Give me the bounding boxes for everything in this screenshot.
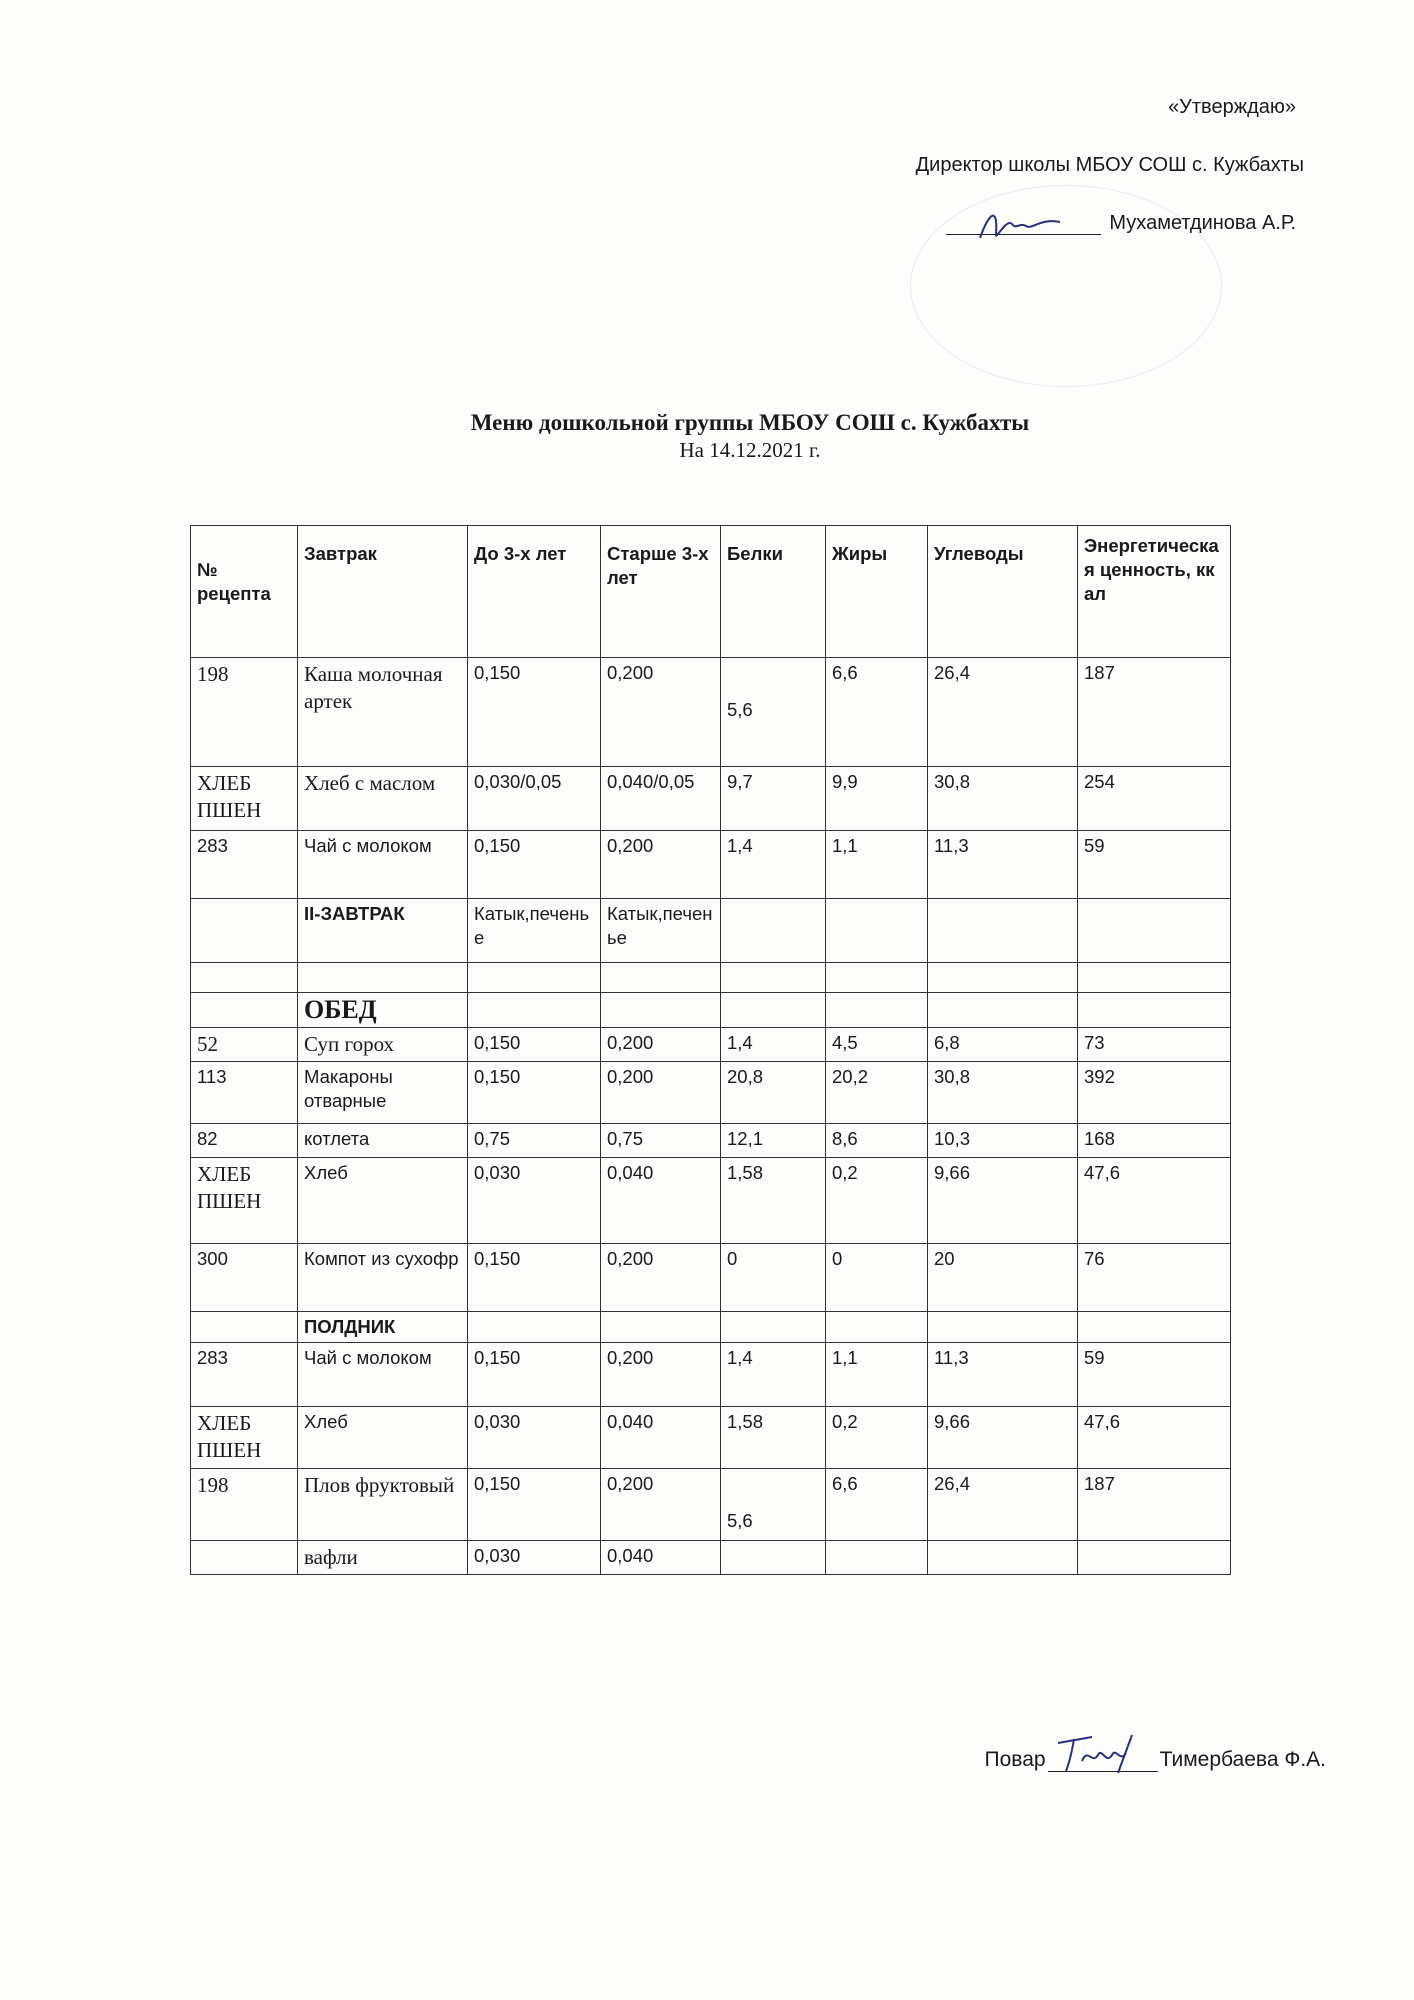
- cell-protein: 1,58: [721, 1158, 826, 1244]
- cell-protein: 12,1: [721, 1124, 826, 1158]
- table-row: [191, 767, 1231, 831]
- table-row: [191, 1541, 1231, 1575]
- cell-fat: 9,9: [826, 767, 928, 831]
- table-row: [191, 1343, 1231, 1407]
- cell-recipe: [191, 993, 298, 1028]
- cell-recipe: ХЛЕБ ПШЕН: [191, 1407, 298, 1469]
- cell-protein: [721, 1312, 826, 1343]
- table-row: [191, 899, 1231, 963]
- cell-carbs: 20: [928, 1244, 1078, 1312]
- cook-name: Тимербаева Ф.А.: [1159, 1748, 1326, 1771]
- cell-meal-section: ОБЕД: [298, 993, 468, 1028]
- table-row: [191, 1469, 1231, 1541]
- cell-recipe: 283: [191, 831, 298, 899]
- menu-table: [190, 525, 1231, 1575]
- cell-energy: 254: [1078, 767, 1231, 831]
- cell-recipe: 82: [191, 1124, 298, 1158]
- table-header-row: [191, 526, 1231, 658]
- cell-under3: 0,150: [468, 1244, 601, 1312]
- cell-energy: 59: [1078, 831, 1231, 899]
- cell-energy: 47,6: [1078, 1158, 1231, 1244]
- cell-meal: Компот из сухофр: [298, 1244, 468, 1312]
- cell-fat: 20,2: [826, 1062, 928, 1124]
- cell-carbs: 30,8: [928, 767, 1078, 831]
- cell-over3: 0,200: [601, 1343, 721, 1407]
- cell-over3: 0,040: [601, 1541, 721, 1575]
- cell-under3: 0,150: [468, 1027, 601, 1061]
- cell-meal: Плов фруктовый: [298, 1469, 468, 1541]
- cell-energy: 168: [1078, 1124, 1231, 1158]
- header-meal: Завтрак: [298, 526, 468, 658]
- cell-over3: 0,200: [601, 1027, 721, 1061]
- header-recipe: № рецепта: [191, 526, 298, 658]
- header-carbs: Углеводы: [928, 526, 1078, 658]
- cell-fat: 6,6: [826, 658, 928, 767]
- cell-under3: 0,030: [468, 1541, 601, 1575]
- cell-recipe: 52: [191, 1027, 298, 1061]
- cell-recipe: 300: [191, 1244, 298, 1312]
- cell-energy: 392: [1078, 1062, 1231, 1124]
- cell-over3: 0,040: [601, 1158, 721, 1244]
- cell-fat: [826, 963, 928, 993]
- cell-meal: Каша молочная артек: [298, 658, 468, 767]
- cell-under3: 0,150: [468, 1469, 601, 1541]
- cell-carbs: [928, 1312, 1078, 1343]
- cell-carbs: 26,4: [928, 1469, 1078, 1541]
- cell-over3: 0,200: [601, 658, 721, 767]
- cell-recipe: [191, 1541, 298, 1575]
- cell-recipe: 113: [191, 1062, 298, 1124]
- cell-under3: 0,030/0,05: [468, 767, 601, 831]
- signature-blank: [1048, 1745, 1158, 1772]
- cell-over3: 0,040: [601, 1407, 721, 1469]
- cell-under3: [468, 1312, 601, 1343]
- cell-fat: 6,6: [826, 1469, 928, 1541]
- cell-under3: [468, 963, 601, 993]
- cell-carbs: 30,8: [928, 1062, 1078, 1124]
- director-title: Директор школы МБОУ СОШ с. Кужбахты: [915, 154, 1304, 176]
- table-row: [191, 1027, 1231, 1061]
- cell-meal: [298, 963, 468, 993]
- cell-protein: 9,7: [721, 767, 826, 831]
- cell-fat: 1,1: [826, 1343, 928, 1407]
- cell-protein: 1,4: [721, 831, 826, 899]
- cell-recipe: [191, 963, 298, 993]
- cell-protein: [721, 993, 826, 1028]
- cell-energy: 76: [1078, 1244, 1231, 1312]
- approval-word: «Утверждаю»: [1168, 96, 1296, 118]
- table-row: [191, 1062, 1231, 1124]
- cell-over3: 0,75: [601, 1124, 721, 1158]
- cell-recipe: 283: [191, 1343, 298, 1407]
- cell-over3: Катык,печенье: [601, 899, 721, 963]
- cell-carbs: 11,3: [928, 1343, 1078, 1407]
- cell-energy: 59: [1078, 1343, 1231, 1407]
- cell-over3: [601, 963, 721, 993]
- cell-fat: [826, 899, 928, 963]
- cell-meal-section: ПОЛДНИК: [298, 1312, 468, 1343]
- cell-energy: 187: [1078, 1469, 1231, 1541]
- cell-meal: Хлеб с маслом: [298, 767, 468, 831]
- cell-under3: 0,150: [468, 1062, 601, 1124]
- cell-protein: 5,6: [721, 658, 826, 767]
- table-row: [191, 1312, 1231, 1343]
- cook-label: Повар: [984, 1748, 1046, 1771]
- cell-recipe: ХЛЕБ ПШЕН: [191, 767, 298, 831]
- cell-fat: 1,1: [826, 831, 928, 899]
- cell-meal: Хлеб: [298, 1407, 468, 1469]
- cell-protein: 1,4: [721, 1027, 826, 1061]
- cell-under3: 0,75: [468, 1124, 601, 1158]
- cell-carbs: 11,3: [928, 831, 1078, 899]
- cell-carbs: [928, 899, 1078, 963]
- cell-meal: Хлеб: [298, 1158, 468, 1244]
- cell-over3: 0,040/0,05: [601, 767, 721, 831]
- cell-energy: 47,6: [1078, 1407, 1231, 1469]
- cell-over3: 0,200: [601, 831, 721, 899]
- cell-meal: котлета: [298, 1124, 468, 1158]
- cook-signature-icon: [1052, 1731, 1152, 1775]
- page-title-block: [0, 410, 1414, 463]
- cell-meal: Чай с молоком: [298, 831, 468, 899]
- cell-recipe: ХЛЕБ ПШЕН: [191, 1158, 298, 1244]
- cell-protein: [721, 963, 826, 993]
- cell-recipe: [191, 1312, 298, 1343]
- cell-over3: 0,200: [601, 1244, 721, 1312]
- table-row: [191, 658, 1231, 767]
- cell-under3: Катык,печенье: [468, 899, 601, 963]
- cell-fat: [826, 993, 928, 1028]
- cell-fat: 8,6: [826, 1124, 928, 1158]
- cell-carbs: [928, 993, 1078, 1028]
- cell-meal-section: II-ЗАВТРАК: [298, 899, 468, 963]
- cell-energy: 73: [1078, 1027, 1231, 1061]
- cell-carbs: 9,66: [928, 1407, 1078, 1469]
- table-row: [191, 1124, 1231, 1158]
- cell-under3: 0,150: [468, 1343, 601, 1407]
- cell-carbs: [928, 963, 1078, 993]
- header-under3: До 3-х лет: [468, 526, 601, 658]
- header-over3: Старше 3-х лет: [601, 526, 721, 658]
- cell-carbs: 10,3: [928, 1124, 1078, 1158]
- header-fat: Жиры: [826, 526, 928, 658]
- cell-energy: [1078, 963, 1231, 993]
- cell-over3: [601, 1312, 721, 1343]
- cell-energy: 187: [1078, 658, 1231, 767]
- page-title: Меню дошкольной группы МБОУ СОШ с. Кужбахты: [470, 410, 1030, 435]
- menu-date: На 14.12.2021 г.: [679, 438, 821, 462]
- cell-energy: [1078, 899, 1231, 963]
- cell-protein: 0: [721, 1244, 826, 1312]
- cell-protein: 1,58: [721, 1407, 826, 1469]
- cell-recipe: 198: [191, 1469, 298, 1541]
- director-name: Мухаметдинова А.Р.: [1109, 212, 1296, 234]
- cell-fat: [826, 1541, 928, 1575]
- cell-under3: 0,030: [468, 1158, 601, 1244]
- table-row: [191, 993, 1231, 1028]
- cell-carbs: [928, 1541, 1078, 1575]
- cell-under3: 0,030: [468, 1407, 601, 1469]
- cell-meal: Чай с молоком: [298, 1343, 468, 1407]
- cell-under3: [468, 993, 601, 1028]
- cell-carbs: 6,8: [928, 1027, 1078, 1061]
- cell-carbs: 9,66: [928, 1158, 1078, 1244]
- cell-under3: 0,150: [468, 658, 601, 767]
- cell-meal: вафли: [298, 1541, 468, 1575]
- table-row: [191, 831, 1231, 899]
- header-protein: Белки: [721, 526, 826, 658]
- cell-protein: 5,6: [721, 1469, 826, 1541]
- cell-over3: 0,200: [601, 1469, 721, 1541]
- cell-recipe: 198: [191, 658, 298, 767]
- cook-signature-line: [985, 1745, 1326, 1772]
- header-energy: Энергетическая ценность, ккал: [1078, 526, 1231, 658]
- cell-fat: 0,2: [826, 1407, 928, 1469]
- stamp-watermark-icon: [910, 185, 1222, 387]
- cell-carbs: 26,4: [928, 658, 1078, 767]
- cell-protein: [721, 899, 826, 963]
- table-row-empty: [191, 963, 1231, 993]
- cell-protein: 1,4: [721, 1343, 826, 1407]
- cell-energy: [1078, 1312, 1231, 1343]
- table-row: [191, 1407, 1231, 1469]
- table-row: [191, 1158, 1231, 1244]
- cell-meal: Макароны отварные: [298, 1062, 468, 1124]
- table-row: [191, 1244, 1231, 1312]
- cell-fat: 0: [826, 1244, 928, 1312]
- cell-meal: Суп горох: [298, 1027, 468, 1061]
- cell-protein: [721, 1541, 826, 1575]
- cell-fat: 0,2: [826, 1158, 928, 1244]
- cell-energy: [1078, 1541, 1231, 1575]
- cell-fat: [826, 1312, 928, 1343]
- cell-protein: 20,8: [721, 1062, 826, 1124]
- cell-over3: 0,200: [601, 1062, 721, 1124]
- cell-fat: 4,5: [826, 1027, 928, 1061]
- cell-under3: 0,150: [468, 831, 601, 899]
- cell-recipe: [191, 899, 298, 963]
- cell-energy: [1078, 993, 1231, 1028]
- cell-over3: [601, 993, 721, 1028]
